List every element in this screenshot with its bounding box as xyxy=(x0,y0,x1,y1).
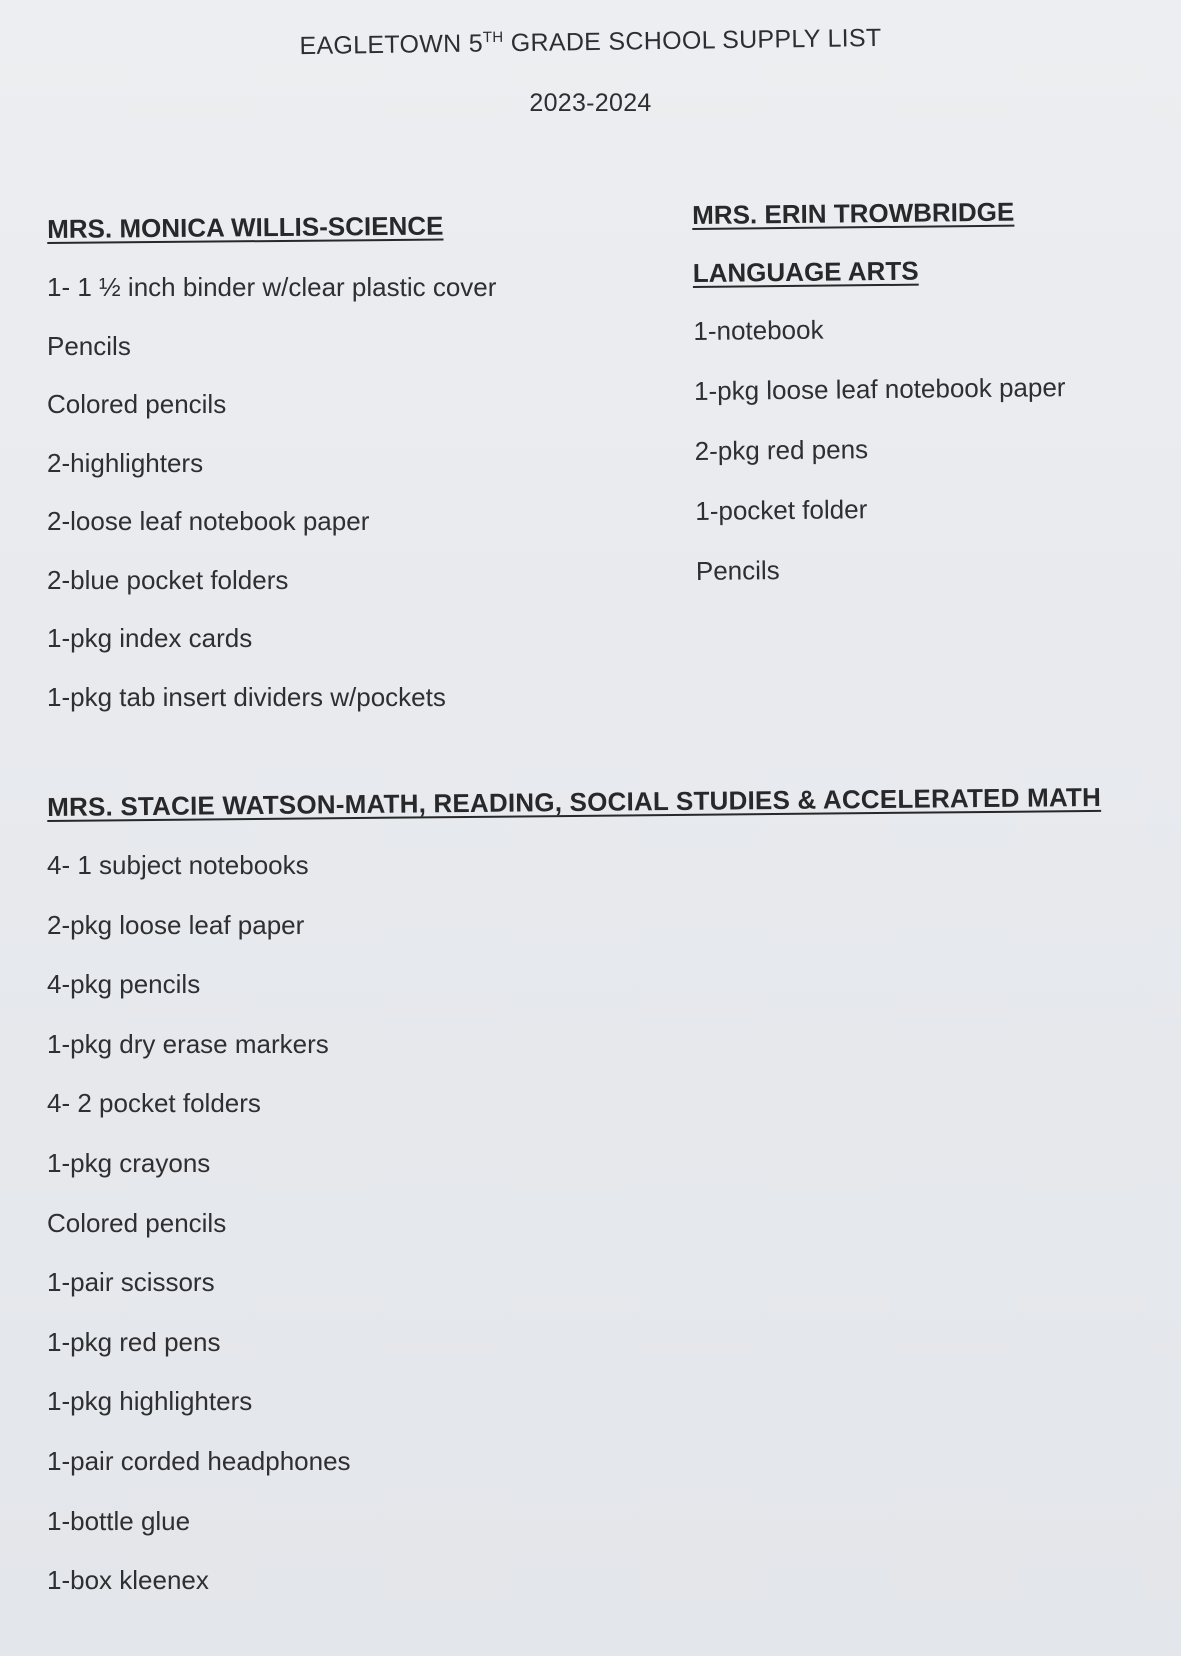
list-item: 4- 1 subject notebooks xyxy=(47,850,309,880)
list-item: Colored pencils xyxy=(47,1207,227,1238)
list-item: 1-pkg index cards xyxy=(47,623,253,653)
list-item: 1-pkg loose leaf notebook paper xyxy=(693,372,1066,406)
math-heading: MRS. STACIE WATSON-MATH, READING, SOCIAL STUDIES & ACCELERATED MATH xyxy=(47,781,1102,822)
list-item: Pencils xyxy=(695,555,780,586)
list-item: 2-pkg loose leaf paper xyxy=(47,909,305,940)
list-item: 1-pair scissors xyxy=(47,1267,215,1298)
list-item: 2-highlighters xyxy=(47,447,204,478)
science-section xyxy=(47,212,647,738)
list-item: 1-box kleenex xyxy=(47,1565,209,1596)
title-prefix: EAGLETOWN 5 xyxy=(299,29,484,61)
list-item: 1-pkg crayons xyxy=(47,1147,211,1178)
science-heading: MRS. MONICA WILLIS-SCIENCE xyxy=(47,210,444,244)
school-year: 2023-2024 xyxy=(529,89,652,117)
list-item: Colored pencils xyxy=(47,389,227,419)
language-arts-section xyxy=(692,193,1166,614)
title-suffix: GRADE SCHOOL SUPPLY LIST xyxy=(503,23,882,58)
list-item: 1-notebook xyxy=(693,314,824,346)
list-item: 1-pkg highlighters xyxy=(47,1386,253,1417)
list-item: 2-blue pocket folders xyxy=(47,564,289,595)
language-arts-heading-subject: LANGUAGE ARTS xyxy=(692,255,919,288)
list-item: 1-pair corded headphones xyxy=(47,1445,351,1476)
list-item: 2-loose leaf notebook paper xyxy=(47,506,370,536)
science-list xyxy=(47,270,647,738)
language-arts-list xyxy=(693,309,1166,614)
list-item: 1- 1 ½ inch binder w/clear plastic cover xyxy=(47,272,497,302)
list-item: 1-pkg dry erase markers xyxy=(47,1028,329,1059)
title-superscript: TH xyxy=(482,28,504,47)
list-item: Pencils xyxy=(47,330,131,361)
list-item: 1-pkg tab insert dividers w/pockets xyxy=(47,681,446,712)
math-section xyxy=(47,781,1157,1623)
language-arts-heading-teacher: MRS. ERIN TROWBRIDGE xyxy=(692,196,1015,230)
list-item: 1-bottle glue xyxy=(47,1505,191,1536)
list-item: 1-pkg red pens xyxy=(47,1326,221,1357)
document-title xyxy=(0,20,1181,65)
list-item: 2-pkg red pens xyxy=(694,434,869,466)
math-list xyxy=(47,848,1157,1623)
list-item: 1-pocket folder xyxy=(695,494,868,526)
list-item: 4-pkg pencils xyxy=(47,969,201,1000)
list-item: 4- 2 pocket folders xyxy=(47,1088,261,1119)
